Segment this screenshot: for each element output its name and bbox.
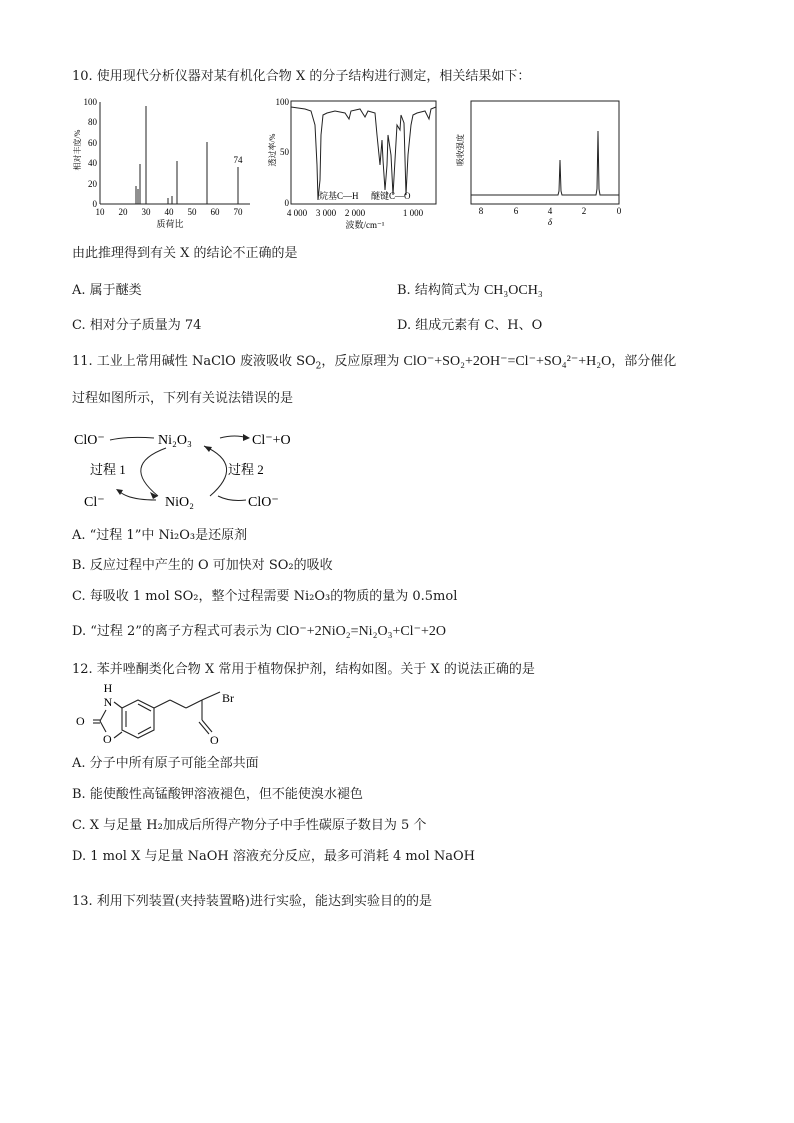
svg-text:2 000: 2 000 (344, 208, 366, 218)
cycle-arrow-clo-in (110, 437, 154, 440)
ms-ylabel: 相对丰度/% (73, 129, 82, 171)
q12-stem: 12. 苯并唑酮类化合物 X 常用于植物保护剂，结构如图。关于 X 的说法正确的是 (72, 662, 535, 677)
ir-trace (291, 107, 436, 200)
catalytic-cycle-diagram (70, 420, 310, 515)
q10-question: 由此推理得到有关 X 的结论不正确的是 (72, 246, 298, 261)
ir-annot-co: 醚键C—O (371, 191, 411, 201)
cycle-arrowhead (243, 434, 250, 441)
ms-yticks (84, 97, 98, 209)
q10-stem: 10. 使用现代分析仪器对某有机化合物 X 的分子结构进行测定，相关结果如下： (72, 69, 531, 84)
nmr-spectrum-chart (455, 95, 630, 230)
ms-ytick: 20 (88, 179, 97, 189)
q13-stem: 13. 利用下列装置(夹持装置略)进行实验，能达到实验目的的是 (72, 894, 432, 909)
q11-stem-line2: 过程如图所示，下列有关说法错误的是 (72, 391, 294, 406)
q12-option-a: A. 分子中所有原子可能全部共面 (72, 756, 259, 771)
svg-text:100: 100 (275, 97, 289, 107)
nmr-xlabel: δ (547, 217, 553, 227)
struct-br: Br (222, 691, 234, 705)
svg-text:4 000: 4 000 (286, 208, 308, 218)
q11-equation: ClO⁻+SO₂+2OH⁻=Cl⁻+SO₄²⁻+H₂O (403, 354, 612, 369)
svg-text:20: 20 (118, 207, 128, 217)
ir-annot-ch: 烷基C—H (319, 191, 359, 201)
svg-text:3 000: 3 000 (315, 208, 337, 218)
cycle-cl-bottom-left: Cl⁻ (84, 495, 105, 510)
ms-peaks (136, 106, 238, 204)
q10-option-d: D. 组成元素有 C、H、O (397, 318, 543, 333)
q11-option-d: D. “过程 2”的离子方程式可表示为 ClO⁻+2NiO₂=Ni₂O₃+Cl⁻+2O (72, 624, 446, 639)
nmr-ylabel: 吸收强度 (456, 134, 465, 166)
svg-text:50: 50 (187, 207, 197, 217)
svg-text:60: 60 (210, 207, 220, 217)
cycle-process-2: 过程 2 (228, 462, 264, 477)
ms-xlabel: 质荷比 (156, 219, 184, 229)
svg-text:50: 50 (280, 147, 289, 157)
svg-text:1 000: 1 000 (402, 208, 424, 218)
nmr-trace (471, 131, 619, 195)
q10-option-b-formula: CH₃OCH₃ (483, 283, 543, 298)
cycle-arc-left (141, 448, 166, 496)
struct-o-carbonyl: O (76, 714, 85, 728)
struct-o-aldehyde: O (210, 733, 219, 747)
svg-text:40: 40 (164, 207, 174, 217)
compound-x-structure (70, 680, 270, 755)
cycle-arrowhead (116, 489, 123, 495)
svg-text:70: 70 (233, 207, 243, 217)
cycle-clo-bottom-right: ClO⁻ (248, 495, 279, 510)
cycle-process-1: 过程 1 (90, 462, 126, 477)
q12-option-d: D. 1 mol X 与足量 NaOH 溶液充分反应，最多可消耗 4 mol NaOH (72, 849, 475, 864)
cycle-arrow-clo-in-2 (218, 496, 246, 501)
ms-ytick: 40 (88, 158, 97, 168)
ms-ytick: 80 (88, 117, 97, 127)
ms-ytick: 100 (83, 97, 97, 107)
svg-text:6: 6 (513, 206, 519, 216)
q10-option-c: C. 相对分子质量为 74 (72, 318, 202, 333)
ms-xticks (96, 207, 244, 217)
q11-stem-line1: 11. 工业上常用碱性 NaClO 废液吸收 $SO_2$，反应原理为 ClO⁻+SO₂+2OH⁻=Cl⁻+SO₄²⁻+H₂O，部分催化 (72, 354, 677, 372)
cycle-ni2o3: Ni₂O₃ (158, 433, 192, 448)
ms-ytick: 60 (88, 138, 97, 148)
q10-option-a: A. 属于醚类 (72, 283, 142, 298)
q11-option-c: C. 每吸收 1 mol SO₂，整个过程需要 Ni₂O₃的物质的量为 0.5mol (72, 589, 458, 604)
q11-option-b: B. 反应过程中产生的 O 可加快对 SO₂的吸收 (72, 558, 333, 573)
struct-o-ring: O (103, 732, 112, 746)
svg-text:30: 30 (141, 207, 151, 217)
ms-peak-label: 74 (233, 155, 243, 165)
q10-option-b: B. 结构简式为 CH₃OCH₃ (397, 283, 543, 298)
svg-text:2: 2 (581, 206, 587, 216)
cycle-arc-right (204, 446, 227, 496)
q12-option-b: B. 能使酸性高锰酸钾溶液褪色，但不能使溴水褪色 (72, 787, 363, 802)
struct-h: H (103, 681, 113, 695)
struct-n: N (103, 695, 113, 709)
svg-text:4: 4 (547, 206, 553, 216)
ir-yticks (276, 97, 290, 208)
ir-xlabel: 波数/cm⁻¹ (345, 220, 385, 230)
nmr-xticks (479, 206, 622, 216)
q11-option-d-equation: ClO⁻+2NiO₂=Ni₂O₃+Cl⁻+2O (276, 624, 446, 639)
mass-spectrum-chart (70, 95, 250, 230)
svg-text:10: 10 (95, 207, 105, 217)
ms-ytick: 0 (92, 199, 97, 209)
svg-text:8: 8 (478, 206, 484, 216)
svg-text:0: 0 (284, 198, 289, 208)
ir-spectrum-chart (265, 95, 445, 230)
cycle-cl-o: Cl⁻+O (252, 433, 291, 448)
cycle-clo-top-left: ClO⁻ (74, 433, 105, 448)
q11-option-a: A. “过程 1”中 Ni₂O₃是还原剂 (72, 528, 248, 543)
ir-ylabel: 透过率/% (268, 133, 277, 167)
cycle-nio2: NiO₂ (165, 495, 194, 510)
svg-text:0: 0 (616, 206, 622, 216)
ir-xticks (287, 208, 424, 218)
q12-option-c: C. X 与足量 H₂加成后所得产物分子中手性碳原子数目为 5 个 (72, 818, 427, 833)
